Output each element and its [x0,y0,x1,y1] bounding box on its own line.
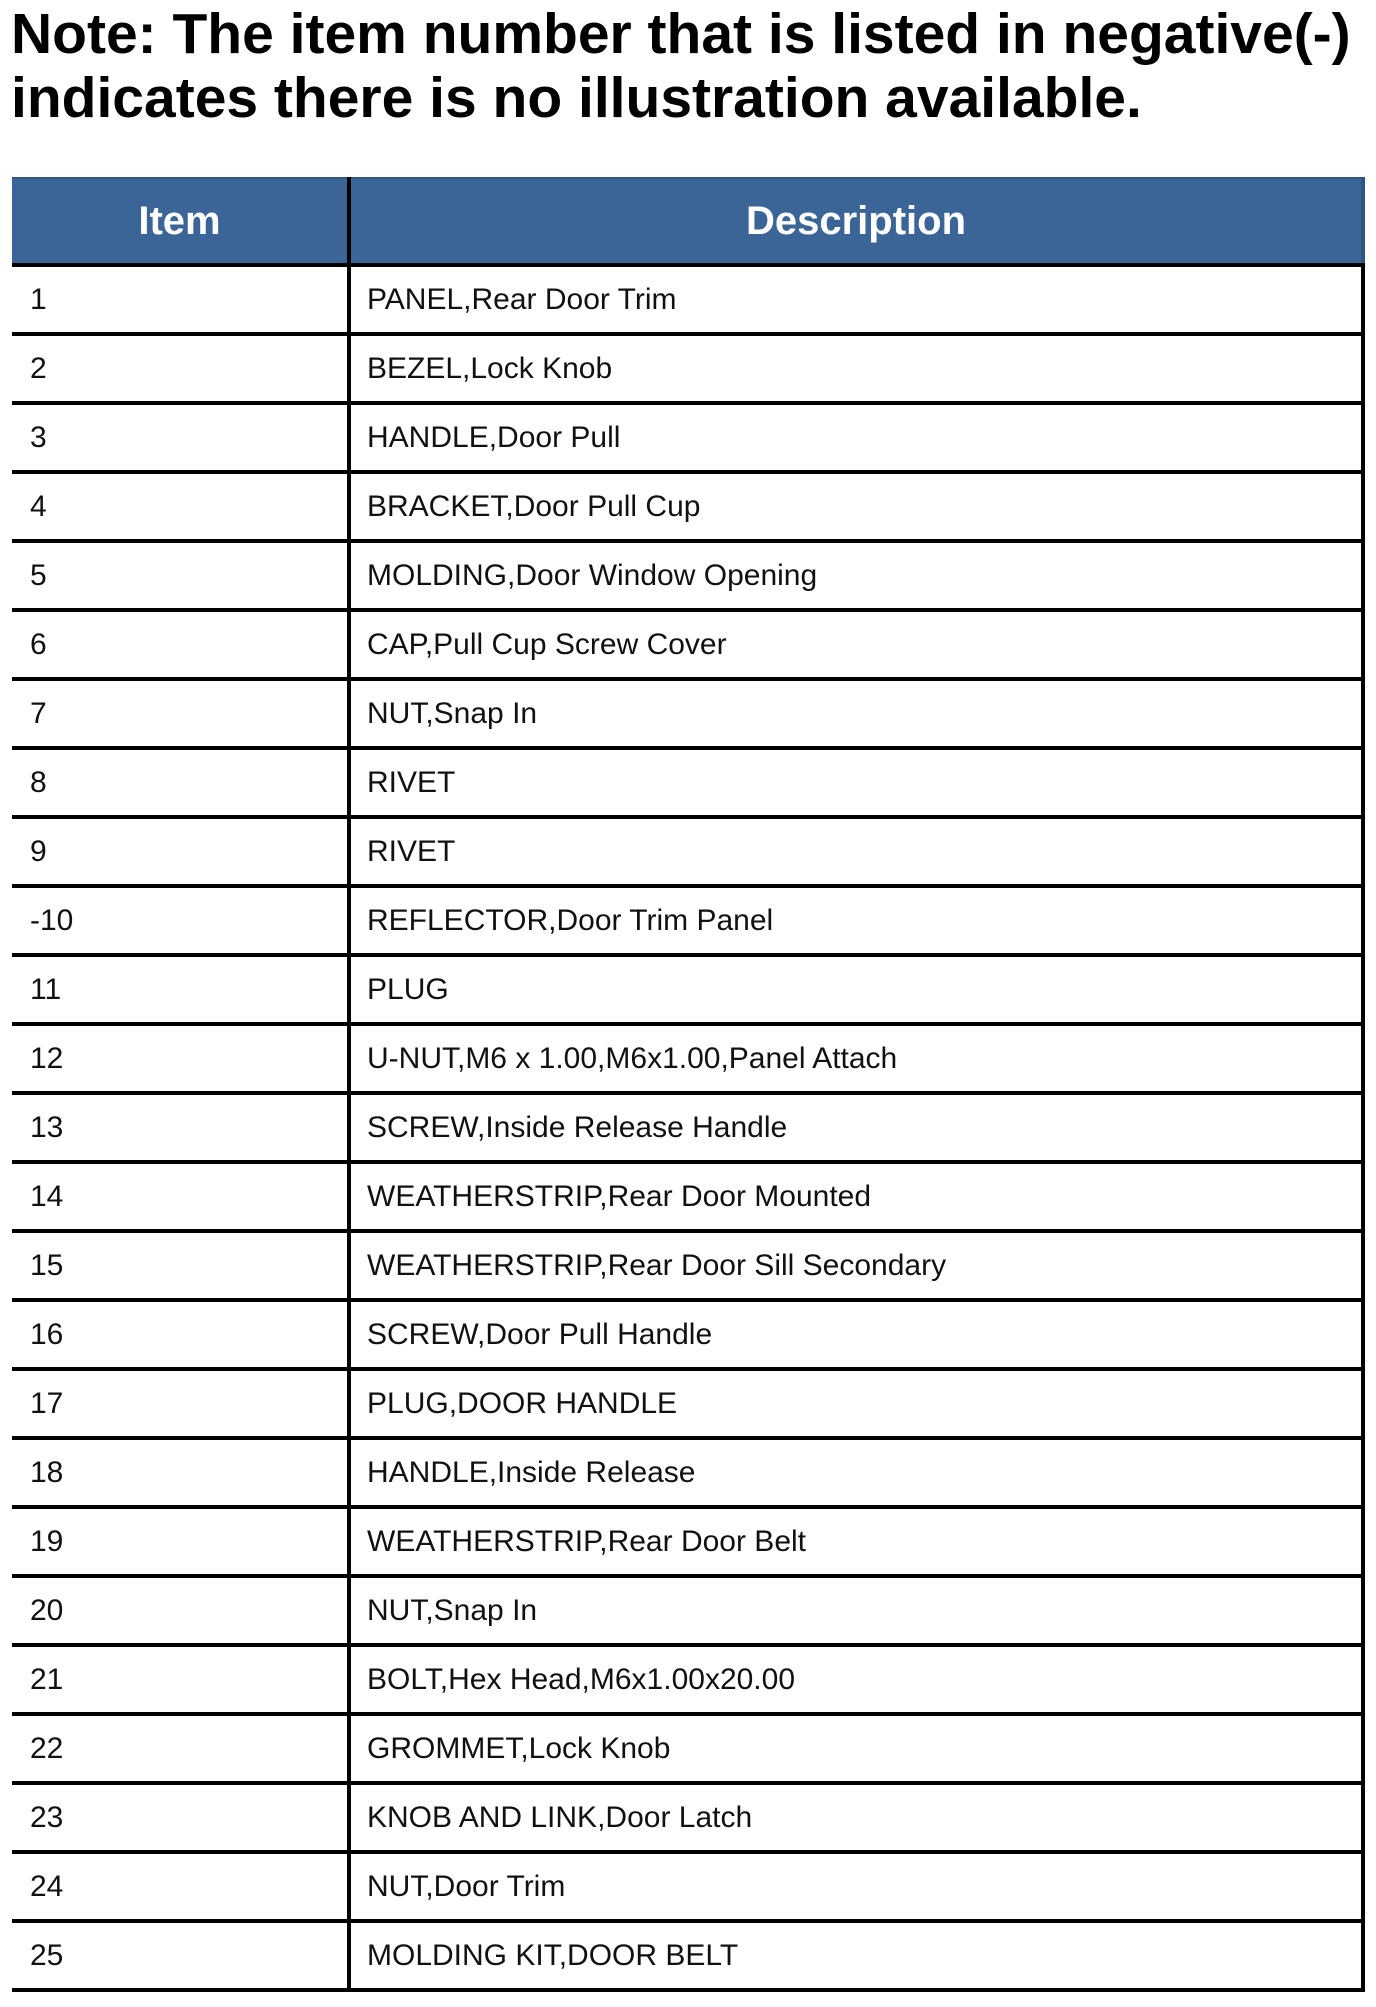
table-row [12,1783,1363,1852]
item-number-cell: 24 [12,1852,349,1921]
table-row [12,1300,1363,1369]
table-header-row [12,178,1363,265]
description-cell: KNOB AND LINK,Door Latch [349,1783,1363,1852]
description-cell: HANDLE,Inside Release [349,1438,1363,1507]
item-number-cell: 18 [12,1438,349,1507]
table-row [12,265,1363,334]
description-cell: MOLDING,Door Window Opening [349,541,1363,610]
table-row [12,1369,1363,1438]
item-number-cell: 8 [12,748,349,817]
table-row [12,1231,1363,1300]
description-cell: WEATHERSTRIP,Rear Door Belt [349,1507,1363,1576]
item-number-cell: 3 [12,403,349,472]
item-number-cell: -10 [12,886,349,955]
note-heading: Note: The item number that is listed in negative(-) indicates there is no illustration available. [11,2,1351,130]
description-cell: PLUG [349,955,1363,1024]
item-number-cell: 13 [12,1093,349,1162]
table-row [12,1645,1363,1714]
description-cell: NUT,Snap In [349,679,1363,748]
description-cell: GROMMET,Lock Knob [349,1714,1363,1783]
item-number-cell: 7 [12,679,349,748]
item-number-cell: 1 [12,265,349,334]
table-row [12,334,1363,403]
item-number-cell: 4 [12,472,349,541]
table-row [12,955,1363,1024]
table-row [12,1507,1363,1576]
table-row [12,1024,1363,1093]
description-cell: BRACKET,Door Pull Cup [349,472,1363,541]
item-number-cell: 6 [12,610,349,679]
item-number-cell: 5 [12,541,349,610]
description-cell: WEATHERSTRIP,Rear Door Mounted [349,1162,1363,1231]
description-cell: PANEL,Rear Door Trim [349,265,1363,334]
table-body [12,265,1363,1990]
table-row [12,817,1363,886]
description-cell: CAP,Pull Cup Screw Cover [349,610,1363,679]
table-row [12,541,1363,610]
description-cell: RIVET [349,817,1363,886]
description-cell: NUT,Door Trim [349,1852,1363,1921]
table-row [12,1162,1363,1231]
item-number-cell: 16 [12,1300,349,1369]
description-cell: SCREW,Inside Release Handle [349,1093,1363,1162]
table-row [12,886,1363,955]
table-row [12,1576,1363,1645]
description-cell: MOLDING KIT,DOOR BELT [349,1921,1363,1990]
item-number-cell: 22 [12,1714,349,1783]
description-cell: PLUG,DOOR HANDLE [349,1369,1363,1438]
table-row [12,1921,1363,1990]
table-row [12,403,1363,472]
description-cell: BEZEL,Lock Knob [349,334,1363,403]
table-row [12,1093,1363,1162]
item-number-cell: 15 [12,1231,349,1300]
description-cell: NUT,Snap In [349,1576,1363,1645]
item-number-cell: 21 [12,1645,349,1714]
column-header-item: Item [12,178,349,265]
item-number-cell: 12 [12,1024,349,1093]
item-number-cell: 11 [12,955,349,1024]
item-number-cell: 2 [12,334,349,403]
description-cell: WEATHERSTRIP,Rear Door Sill Secondary [349,1231,1363,1300]
description-cell: U-NUT,M6 x 1.00,M6x1.00,Panel Attach [349,1024,1363,1093]
parts-table [12,177,1365,1992]
description-cell: BOLT,Hex Head,M6x1.00x20.00 [349,1645,1363,1714]
column-header-description: Description [349,178,1363,265]
description-cell: RIVET [349,748,1363,817]
item-number-cell: 19 [12,1507,349,1576]
item-number-cell: 9 [12,817,349,886]
description-cell: HANDLE,Door Pull [349,403,1363,472]
table-row [12,472,1363,541]
item-number-cell: 20 [12,1576,349,1645]
table-row [12,748,1363,817]
table-row [12,1438,1363,1507]
item-number-cell: 23 [12,1783,349,1852]
table-row [12,1852,1363,1921]
table-row [12,679,1363,748]
item-number-cell: 25 [12,1921,349,1990]
table-row [12,1714,1363,1783]
table-row [12,610,1363,679]
item-number-cell: 17 [12,1369,349,1438]
description-cell: SCREW,Door Pull Handle [349,1300,1363,1369]
description-cell: REFLECTOR,Door Trim Panel [349,886,1363,955]
item-number-cell: 14 [12,1162,349,1231]
